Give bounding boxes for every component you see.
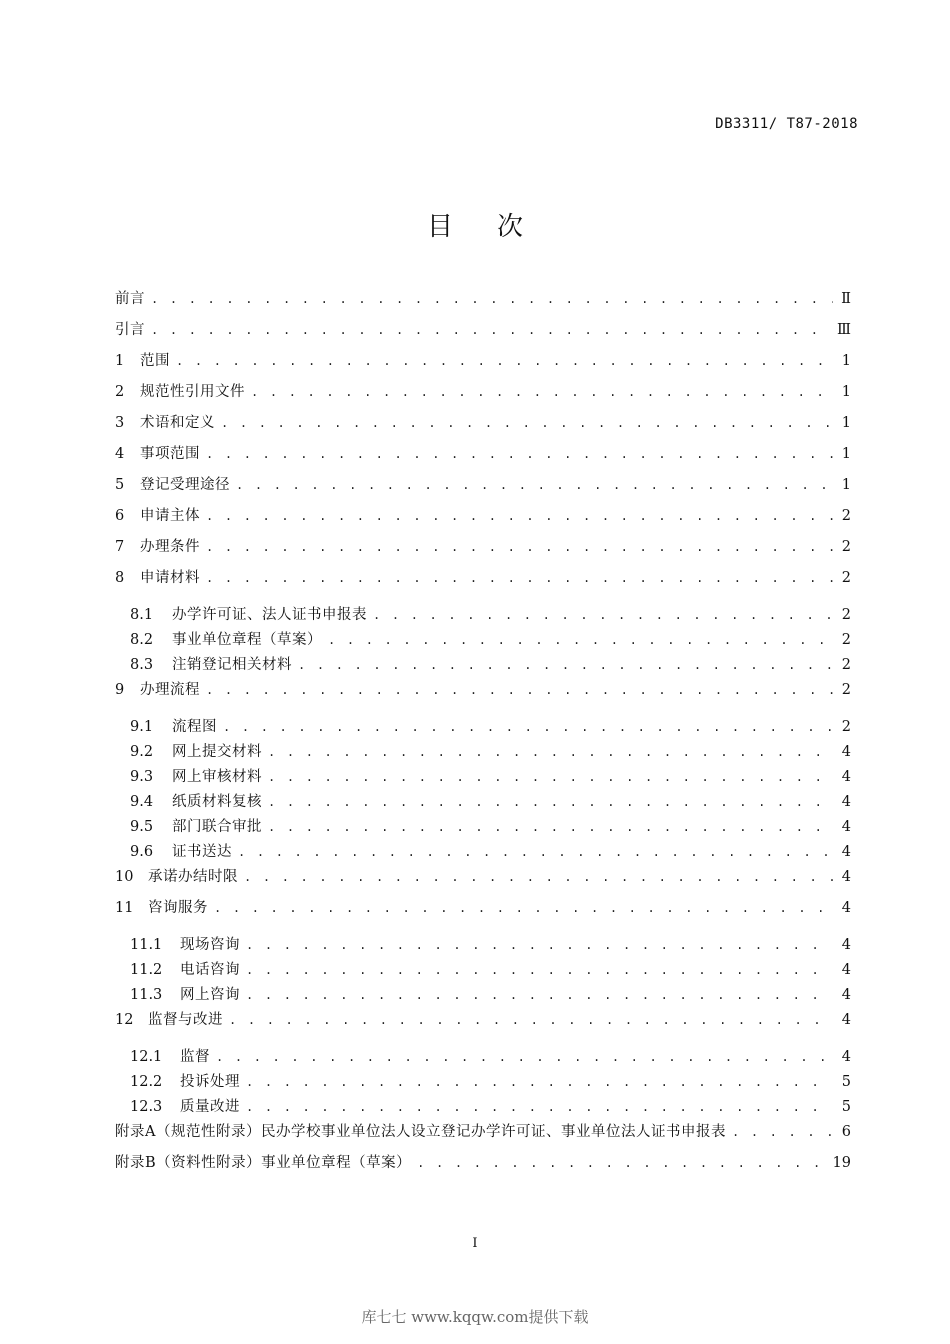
toc-leader-dots bbox=[246, 1071, 833, 1093]
toc-item-number: 8.2 bbox=[130, 632, 154, 648]
toc-subitem[interactable] bbox=[115, 1038, 851, 1069]
toc-item-number: 7 bbox=[115, 539, 125, 555]
toc-item[interactable] bbox=[115, 864, 851, 895]
toc-item-number: 8 bbox=[115, 570, 125, 586]
toc-leader-dots bbox=[246, 984, 833, 1006]
toc-item-page: 2 bbox=[841, 682, 851, 698]
toc-item-page: 2 bbox=[841, 607, 851, 623]
toc-subitem[interactable] bbox=[115, 764, 851, 789]
toc-item-page: 4 bbox=[841, 1012, 851, 1028]
toc-item-label: 注销登记相关材料 bbox=[172, 657, 292, 673]
toc-leader-dots bbox=[373, 604, 833, 626]
toc-item-number: 9.4 bbox=[130, 794, 154, 810]
standard-code: DB3311/ T87-2018 bbox=[715, 116, 858, 132]
toc-subitem[interactable] bbox=[115, 814, 851, 839]
toc-leader-dots bbox=[238, 841, 833, 863]
toc-item-label: 申请主体 bbox=[140, 508, 200, 524]
toc-item-number: 4 bbox=[115, 446, 125, 462]
toc-item-number: 9.2 bbox=[130, 744, 154, 760]
toc-item[interactable] bbox=[115, 895, 851, 926]
toc-item-page: 2 bbox=[841, 539, 851, 555]
toc-subitem[interactable] bbox=[115, 739, 851, 764]
toc-leader-dots bbox=[246, 959, 833, 981]
footer-page-number: I bbox=[472, 1236, 478, 1251]
toc-item-page: 2 bbox=[841, 657, 851, 673]
toc-item-page: 4 bbox=[841, 987, 851, 1003]
toc-item-label: 范围 bbox=[140, 353, 170, 369]
toc-subitem[interactable] bbox=[115, 652, 851, 677]
toc-leader-dots bbox=[206, 505, 833, 527]
toc-item-label: 监督与改进 bbox=[148, 1012, 223, 1028]
toc-subitem[interactable] bbox=[115, 926, 851, 957]
toc-leader-dots bbox=[229, 1009, 833, 1031]
toc-item-number: 1 bbox=[115, 353, 125, 369]
toc-item[interactable] bbox=[115, 317, 851, 348]
toc-leader-dots bbox=[236, 474, 833, 496]
toc-item-page: 4 bbox=[841, 869, 851, 885]
toc-item[interactable] bbox=[115, 410, 851, 441]
toc-item-page: 2 bbox=[841, 570, 851, 586]
toc-item-label: 前言 bbox=[115, 291, 145, 307]
toc-item-page: 1 bbox=[841, 415, 851, 431]
toc-item-number: 8.1 bbox=[130, 607, 154, 623]
toc-item[interactable] bbox=[115, 565, 851, 596]
toc-item-number: 8.3 bbox=[130, 657, 154, 673]
toc-item-label: 办理条件 bbox=[140, 539, 200, 555]
toc-item-label: 术语和定义 bbox=[140, 415, 215, 431]
toc-leader-dots bbox=[268, 741, 833, 763]
toc-leader-dots bbox=[268, 791, 833, 813]
toc-subitem[interactable] bbox=[115, 1069, 851, 1094]
toc-item-page: 4 bbox=[841, 794, 851, 810]
toc-subitem[interactable] bbox=[115, 596, 851, 627]
toc-leader-dots bbox=[206, 443, 833, 465]
toc-item-number: 3 bbox=[115, 415, 125, 431]
toc-leader-dots bbox=[732, 1121, 833, 1143]
toc-leader-dots bbox=[251, 381, 833, 403]
toc-subitem[interactable] bbox=[115, 789, 851, 814]
toc-item-label: 现场咨询 bbox=[180, 937, 240, 953]
toc-item-label: 登记受理途径 bbox=[140, 477, 230, 493]
toc-item-page: 1 bbox=[841, 477, 851, 493]
toc-subitem[interactable] bbox=[115, 982, 851, 1007]
toc-item-label: 事项范围 bbox=[140, 446, 200, 462]
toc-item-page: 2 bbox=[841, 719, 851, 735]
toc-leader-dots bbox=[151, 288, 833, 310]
toc-leader-dots bbox=[206, 679, 833, 701]
toc-item-page: 4 bbox=[841, 744, 851, 760]
toc-item-page: 4 bbox=[841, 819, 851, 835]
toc-item-page: 2 bbox=[841, 632, 851, 648]
toc-item-label: 电话咨询 bbox=[180, 962, 240, 978]
toc-item-page: 6 bbox=[841, 1124, 851, 1140]
toc-item-number: 12.2 bbox=[130, 1074, 163, 1090]
toc-item-page: 5 bbox=[841, 1074, 851, 1090]
toc-leader-dots bbox=[151, 319, 831, 341]
toc-leader-dots bbox=[417, 1152, 826, 1174]
toc-subitem[interactable] bbox=[115, 839, 851, 864]
toc-leader-dots bbox=[246, 934, 833, 956]
toc-item-label: 网上提交材料 bbox=[172, 744, 262, 760]
toc-item-label: 流程图 bbox=[172, 719, 217, 735]
toc-item-label: 监督 bbox=[180, 1049, 210, 1065]
toc-item-label: 附录B（资料性附录）事业单位章程（草案） bbox=[115, 1155, 412, 1171]
toc-item[interactable] bbox=[115, 1007, 851, 1038]
toc-item-page: 2 bbox=[841, 508, 851, 524]
toc-item-number: 11.2 bbox=[130, 962, 163, 978]
watermark: 库七七 www.kqqw.com提供下载 bbox=[361, 1308, 589, 1326]
toc-subitem[interactable] bbox=[115, 708, 851, 739]
toc-item-number: 12 bbox=[115, 1012, 134, 1028]
toc-item-label: 纸质材料复核 bbox=[172, 794, 262, 810]
toc-item-label: 办学许可证、法人证书申报表 bbox=[172, 607, 367, 623]
toc-item[interactable] bbox=[115, 1150, 851, 1181]
toc-item-number: 2 bbox=[115, 384, 125, 400]
toc-item-number: 9.5 bbox=[130, 819, 154, 835]
toc-subitem[interactable] bbox=[115, 627, 851, 652]
toc-item[interactable] bbox=[115, 286, 851, 317]
toc-leader-dots bbox=[214, 897, 833, 919]
toc-item-number: 9.6 bbox=[130, 844, 154, 860]
toc-item-number: 9 bbox=[115, 682, 125, 698]
toc-item[interactable] bbox=[115, 379, 851, 410]
toc-item-label: 咨询服务 bbox=[148, 900, 208, 916]
toc-item-label: 办理流程 bbox=[140, 682, 200, 698]
toc-item[interactable] bbox=[115, 534, 851, 565]
toc-leader-dots bbox=[246, 1096, 833, 1118]
toc-item-page: 4 bbox=[841, 937, 851, 953]
toc-item-page: 1 bbox=[841, 384, 851, 400]
toc-item-number: 10 bbox=[115, 869, 134, 885]
toc-item-number: 11.1 bbox=[130, 937, 163, 953]
toc-subitem[interactable] bbox=[115, 1094, 851, 1119]
toc-item-label: 网上审核材料 bbox=[172, 769, 262, 785]
toc-item-page: 1 bbox=[841, 353, 851, 369]
toc-item-number: 12.3 bbox=[130, 1099, 163, 1115]
toc-item[interactable] bbox=[115, 677, 851, 708]
toc-item-page: 1 bbox=[841, 446, 851, 462]
toc-item[interactable] bbox=[115, 503, 851, 534]
toc-leader-dots bbox=[268, 766, 833, 788]
toc-leader-dots bbox=[216, 1046, 833, 1068]
toc-item-label: 引言 bbox=[115, 322, 145, 338]
toc-item[interactable] bbox=[115, 441, 851, 472]
toc-leader-dots bbox=[328, 629, 833, 651]
toc-item-label: 申请材料 bbox=[140, 570, 200, 586]
toc-item[interactable] bbox=[115, 348, 851, 379]
toc-item-page: 4 bbox=[841, 844, 851, 860]
toc-item-page: 5 bbox=[841, 1099, 851, 1115]
toc-item-page: Ⅱ bbox=[841, 291, 851, 307]
toc-leader-dots bbox=[221, 412, 833, 434]
toc-leader-dots bbox=[206, 536, 833, 558]
toc-item-label: 证书送达 bbox=[172, 844, 232, 860]
toc-leader-dots bbox=[206, 567, 833, 589]
toc-item-number: 12.1 bbox=[130, 1049, 163, 1065]
toc-leader-dots bbox=[268, 816, 833, 838]
toc-item-page: 4 bbox=[841, 962, 851, 978]
toc-item-label: 事业单位章程（草案） bbox=[172, 632, 322, 648]
page-title: 目次 bbox=[426, 212, 567, 242]
toc-item-number: 11.3 bbox=[130, 987, 163, 1003]
toc-item-number: 9.3 bbox=[130, 769, 154, 785]
toc-item-label: 附录A（规范性附录）民办学校事业单位法人设立登记办学许可证、事业单位法人证书申报表 bbox=[115, 1124, 726, 1140]
toc-leader-dots bbox=[244, 866, 833, 888]
toc-item-label: 规范性引用文件 bbox=[140, 384, 245, 400]
toc-item-label: 网上咨询 bbox=[180, 987, 240, 1003]
toc-item-number: 9.1 bbox=[130, 719, 154, 735]
toc-item-page: 4 bbox=[841, 769, 851, 785]
toc-item-number: 5 bbox=[115, 477, 125, 493]
toc-item-label: 承诺办结时限 bbox=[148, 869, 238, 885]
toc-item[interactable] bbox=[115, 472, 851, 503]
toc-leader-dots bbox=[298, 654, 833, 676]
toc-item[interactable] bbox=[115, 1119, 851, 1150]
toc-subitem[interactable] bbox=[115, 957, 851, 982]
toc-item-number: 6 bbox=[115, 508, 125, 524]
toc-item-label: 部门联合审批 bbox=[172, 819, 262, 835]
toc-item-number: 11 bbox=[115, 900, 134, 916]
toc-item-label: 投诉处理 bbox=[180, 1074, 240, 1090]
toc-leader-dots bbox=[223, 716, 833, 738]
table-of-contents bbox=[115, 286, 851, 1181]
toc-item-page: 4 bbox=[841, 1049, 851, 1065]
toc-leader-dots bbox=[176, 350, 833, 372]
toc-item-label: 质量改进 bbox=[180, 1099, 240, 1115]
toc-item-page: 4 bbox=[841, 900, 851, 916]
toc-item-page: 19 bbox=[832, 1155, 851, 1171]
toc-item-page: Ⅲ bbox=[837, 322, 851, 338]
